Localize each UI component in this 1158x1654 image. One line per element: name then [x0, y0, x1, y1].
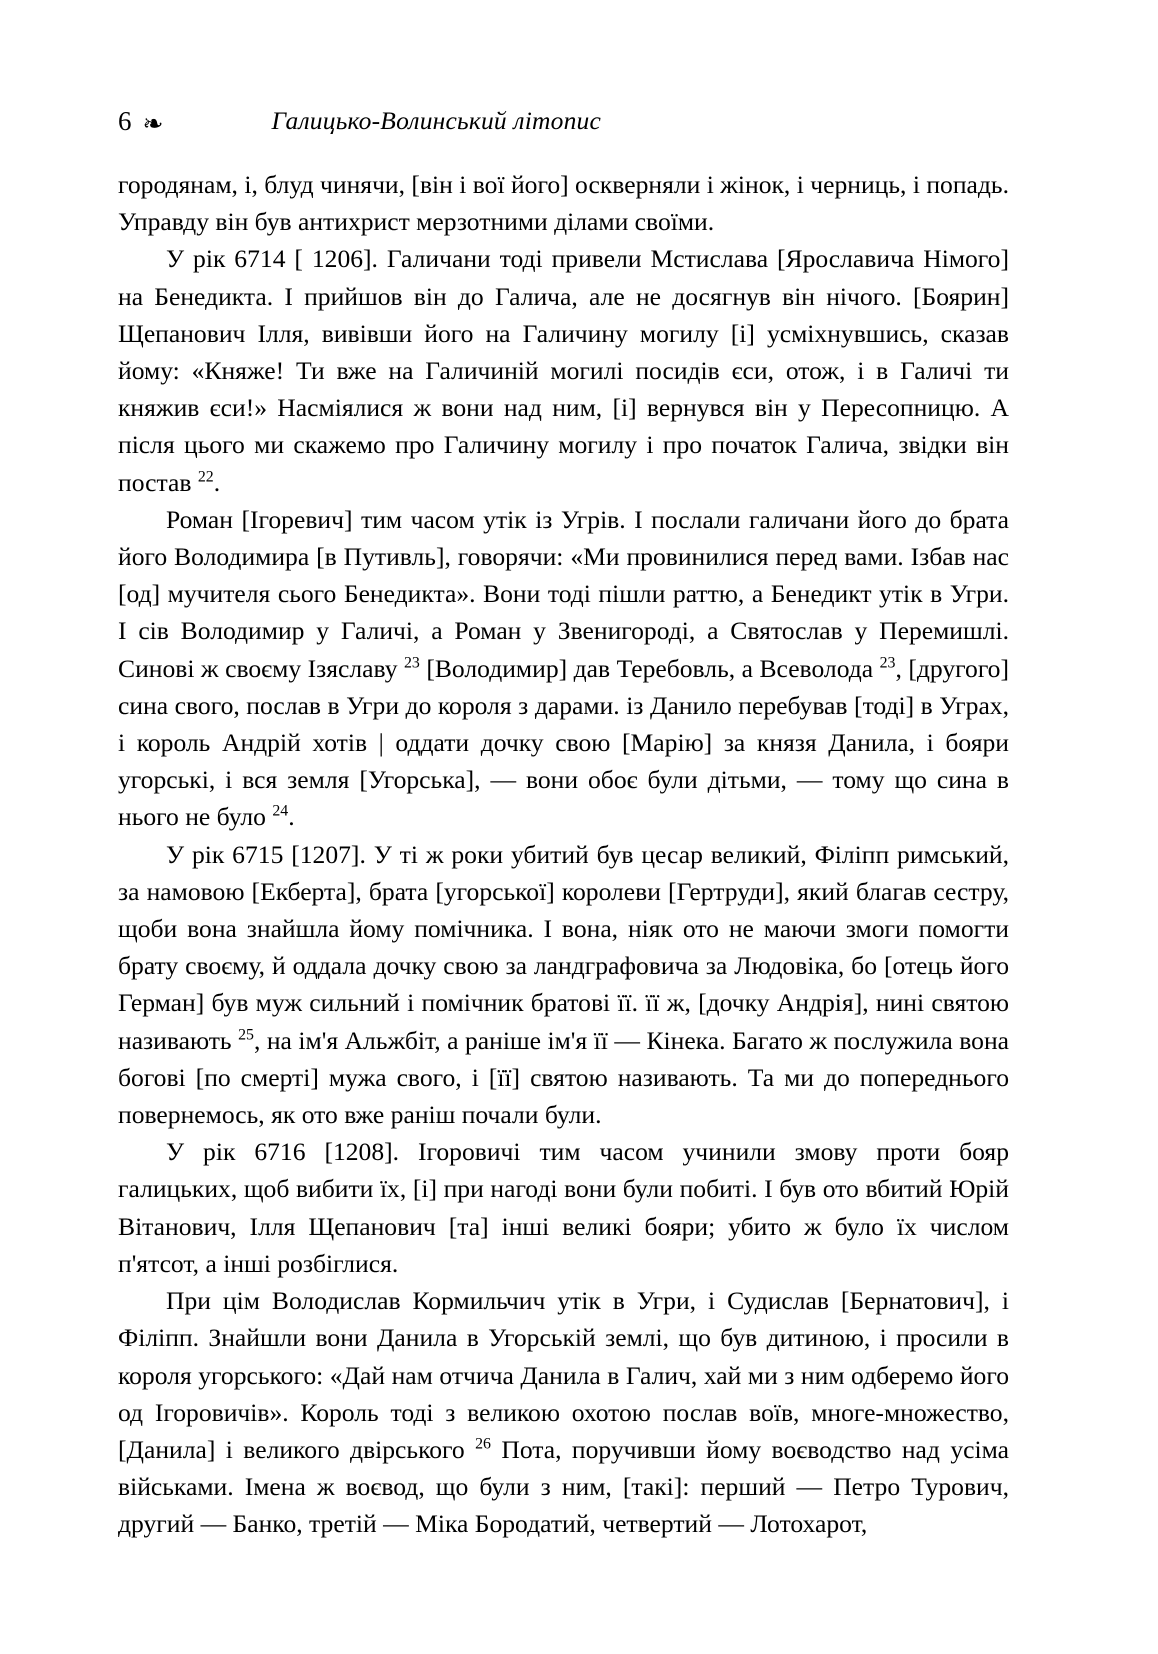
paragraph-volodyslav: [118, 1282, 1009, 1542]
paragraph-text: У рік 6716 [1208]. Ігоровичі тим часом учинили змову проти бояр галицьких, щоб вибити їх, [і] при нагоді вони були побиті. І був ото вбитий Юрій Вітанович, Ілля Щепанович [та] інші великі бояри; убито ж було їх числом п'ятсот, а інші розбіглися.: [118, 1137, 1009, 1278]
running-head: [118, 100, 1008, 142]
paragraph-text: , [другого] сина свого, послав в Угри до короля з дарами. із Данило перебував [тоді] в Уграх, і король Андрій хотів | оддати дочку свою [Марію] за князя Данила, і бояри угорські, і вся земля [Угорська], — вони обоє були дітьми, — тому що сина в нього не було: [118, 653, 1009, 832]
footnote-marker-23b: 23: [879, 654, 896, 672]
paragraph-year-6714: [118, 240, 1009, 500]
page-number: 6: [118, 105, 132, 136]
footnote-marker-23a: 23: [404, 654, 420, 672]
paragraph-continuation: [118, 166, 1009, 240]
paragraph-text: При цім Володислав Кормильчич утік в Угри, і Судислав [Бернатович], і Філіпп. Знайшли вони Данила в Угорській землі, що був дитиною, і просили в короля угорського: «Дай нам отчича Данила в Галич, хай ми з ним одберемо його од Ігоровичів». Король тоді з великою охотою послав воїв, многе-множество, [Данила] і великого двірського: [118, 1286, 1009, 1464]
fleuron-ornament-icon: ❧: [142, 108, 164, 138]
paragraph-year-6715: [118, 836, 1009, 1134]
paragraph-text: У рік 6714 [ 1206]. Галичани тоді привели Мстислава [Ярославича Німого] на Бенедикта. І прийшов він до Галича, але не досягнув він нічого. [Боярин] Щепанович Ілля, вивівши його на Галичину могилу [і] усміхнувшись, сказав йому: «Княже! Ти вже на Галичиній могилі посидів єси, отож, і в Галичі ти княжив єси!» Насміялися ж вони над ним, [і] вернувся він у Пересопницю. А після цього ми скажемо про Галичину могилу і про початок Галича, звідки він постав: [118, 244, 1009, 497]
paragraph-text: Роман [Ігоревич] тим часом утік із Угрів. І послали галичани його до брата його Володимира [в Путивль], говорячи: «Ми провинилися перед вами. Ізбав нас [од] мучителя сього Бенедикта». Вони тоді пішли раттю, а Бенедикт утік в Угри. І сів Володимир у Галичі, а Роман у Звенигороді, а Святослав у Перемишлі. Синові ж своєму Ізяславу: [118, 504, 1009, 683]
footnote-marker-26: 26: [475, 1435, 491, 1453]
body-text-block: [118, 166, 1009, 1543]
footnote-marker-22: 22: [197, 468, 214, 486]
running-title: Галицько-Волинський літопис: [271, 106, 602, 135]
paragraph-text: У рік 6715 [1207]. У ті ж роки убитий був цесар великий, Філіпп римський, за намовою [Екберта], брата [угорської] королеви [Гертруди], який благав сестру, щоби вона знайшла йому помічника. І вона, ніяк ото не маючи змоги помогти брату своєму, й оддала дочку свою за ландграфовича за Людовіка, бо [отець його Герман] був муж сильний і помічник братові її. її ж, [дочку Андрія], нині святою називають: [118, 839, 1009, 1055]
footnote-marker-24: 24: [272, 802, 289, 820]
paragraph-text: [Володимир] дав Теребовль, а Всеволода: [419, 653, 880, 683]
footnote-marker-25: 25: [238, 1026, 254, 1044]
paragraph-text: городянам, і, блуд чинячи, [він і вої його] оскверняли і жінок, і черниць, і попадь. Управду він був антихрист мерзотними ділами своїми.: [118, 170, 1009, 237]
paragraph-text-tail: .: [288, 802, 295, 832]
paragraph-text-tail: .: [213, 467, 221, 497]
paragraph-year-6716: [118, 1133, 1009, 1282]
paragraph-text: , на ім'я Альжбіт, а раніше ім'я її — Кінека. Багато ж послужила вона богові [по смерті] мужа свого, і [її] святою називають. Та ми до попереднього повернемось, як ото вже раніш почали були.: [118, 1025, 1010, 1130]
paragraph-roman-ihorevych: [118, 501, 1009, 836]
paragraph-text: Пота, поручивши йому воєводство над усіма військами. Імена ж воєвод, що були з ним, [такі]: перший — Петро Турович, другий — Банко, третій — Міка Бородатий, четвертий — Лотохарот,: [118, 1434, 1009, 1539]
